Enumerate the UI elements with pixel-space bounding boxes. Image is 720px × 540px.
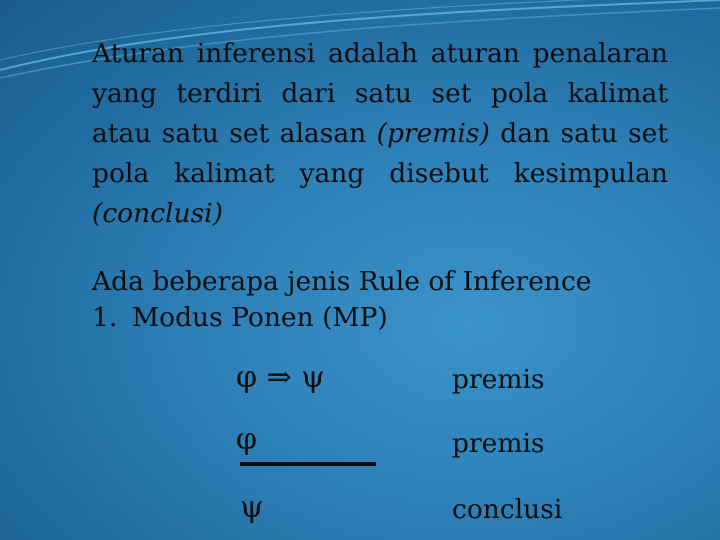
section-heading: Ada beberapa jenis Rule of Inference	[92, 266, 592, 297]
list-item-modus-ponen	[92, 300, 388, 336]
formula-psi: ψ	[240, 490, 264, 525]
definition-paragraph	[92, 34, 668, 234]
inference-line	[240, 462, 376, 466]
list-item-label: Modus Ponen (MP)	[132, 302, 388, 333]
formula-label-premis-1: premis	[452, 364, 545, 395]
paragraph-text-main: Aturan inferensi adalah aturan penalaran yang terdiri dari satu set pola kalimat atau satu set alasan	[92, 38, 668, 149]
formula-phi: φ	[236, 422, 258, 457]
list-number: 1.	[92, 302, 118, 333]
premis-term: (premis)	[376, 118, 490, 149]
conclusion-term: (conclusi)	[92, 198, 223, 229]
formula-implication: φ ⇒ ψ	[236, 360, 325, 395]
formula-label-conclusi: conclusi	[452, 494, 563, 525]
paragraph-text-mid: dan satu set pola kalimat yang disebut kesimpulan	[92, 118, 668, 189]
formula-label-premis-2: premis	[452, 428, 545, 459]
